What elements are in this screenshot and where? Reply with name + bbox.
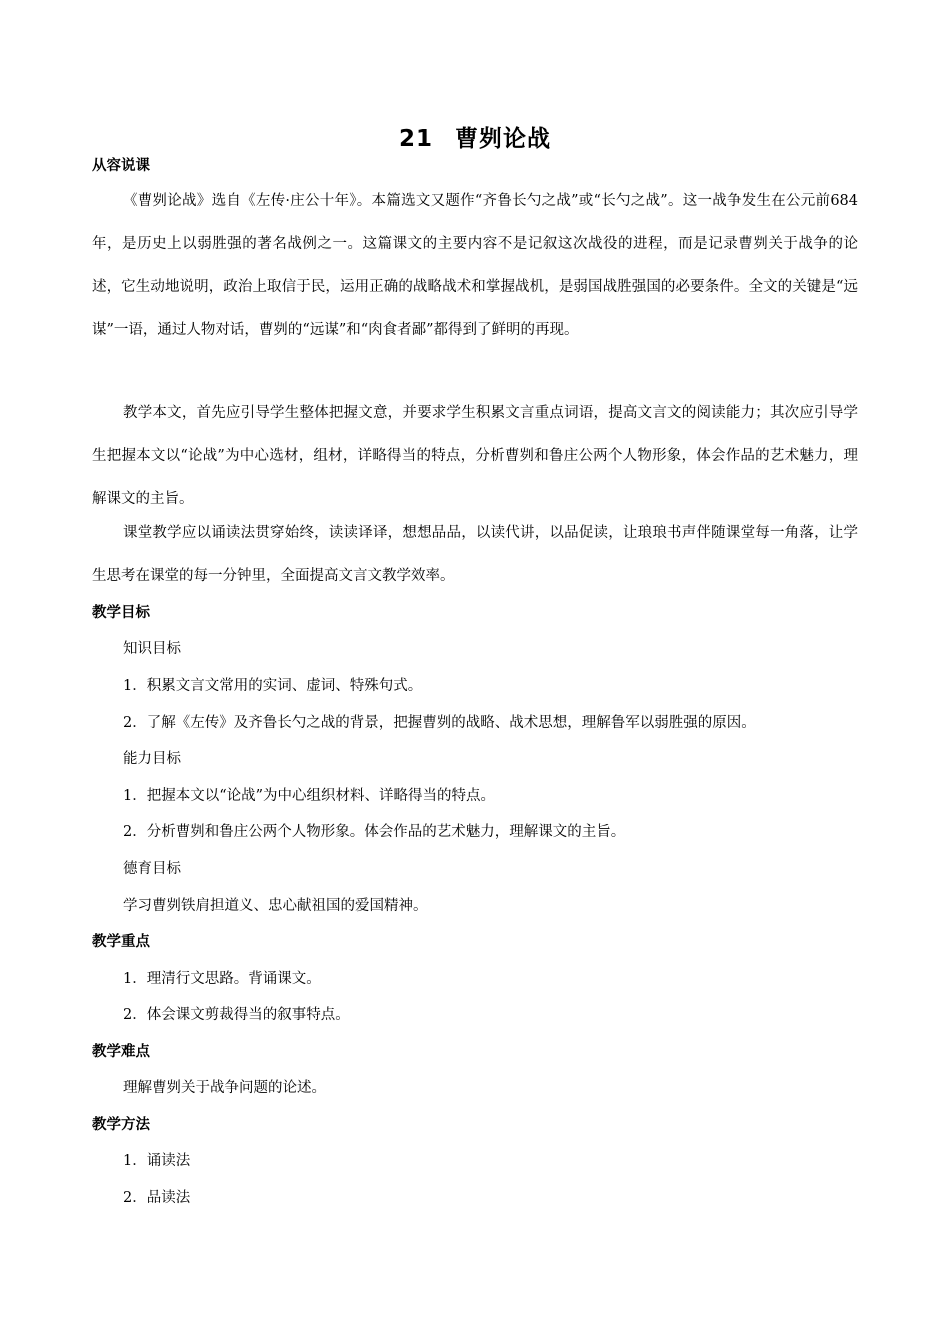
section-heading-key-points: 教学重点 bbox=[92, 934, 150, 950]
key-point-item-2: 2．体会课文剪裁得当的叙事特点。 bbox=[123, 1007, 350, 1023]
section-heading-difficulties: 教学难点 bbox=[92, 1044, 150, 1060]
goal-ability-item-2: 2．分析曹刿和鲁庄公两个人物形象。体会作品的艺术魅力，理解课文的主旨。 bbox=[123, 824, 626, 840]
goal-label-ability: 能力目标 bbox=[123, 751, 181, 767]
page-title bbox=[0, 123, 950, 155]
goal-knowledge-item-2: 2．了解《左传》及齐鲁长勺之战的背景，把握曹刿的战略、战术思想，理解鲁军以弱胜强的原因。 bbox=[123, 715, 756, 731]
method-item-1: 1．诵读法 bbox=[123, 1153, 191, 1169]
goal-ability-item-1: 1．把握本文以“论战”为中心组织材料、详略得当的特点。 bbox=[123, 788, 496, 804]
goal-label-knowledge: 知识目标 bbox=[123, 641, 181, 657]
goal-label-moral: 德育目标 bbox=[123, 861, 181, 877]
method-item-2: 2．品读法 bbox=[123, 1190, 191, 1206]
intro-paragraph-3: 课堂教学应以诵读法贯穿始终，读读译译，想想品品，以读代讲，以品促读，让琅琅书声伴随课堂每一角落，让学生思考在课堂的每一分钟里，全面提高文言文教学效率。 bbox=[92, 525, 858, 584]
goal-moral-item-1: 学习曹刿铁肩担道义、忠心献祖国的爱国精神。 bbox=[123, 898, 428, 914]
key-point-item-1: 1．理清行文思路。背诵课文。 bbox=[123, 971, 321, 987]
goal-knowledge-item-1: 1．积累文言文常用的实词、虚词、特殊句式。 bbox=[123, 678, 423, 694]
intro-paragraph-2: 教学本文，首先应引导学生整体把握文意，并要求学生积累文言重点词语，提高文言文的阅读能力；其次应引导学生把握本文以“论战”为中心选材，组材，详略得当的特点，分析曹刿和鲁庄公两个人物形象，体会作品的艺术魅力，理解课文的主旨。 bbox=[92, 405, 858, 507]
section-heading-methods: 教学方法 bbox=[92, 1117, 150, 1133]
difficulty-item-1: 理解曹刿关于战争问题的论述。 bbox=[123, 1080, 326, 1096]
intro-paragraph-1: 《曹刿论战》选自《左传·庄公十年》。本篇选文又题作“齐鲁长勺之战”或“长勺之战”。这一战争发生在公元前684年，是历史上以弱胜强的著名战例之一。这篇课文的主要内容不是记叙这次战役的进程，而是记录曹刿关于战争的论述，它生动地说明，政治上取信于民，运用正确的战略战术和掌握战机，是弱国战胜强国的必要条件。全文的关键是“远谋”一语，通过人物对话，曹刿的“远谋”和“肉食者鄙”都得到了鲜明的再现。 bbox=[92, 193, 858, 338]
lesson-number: 21 bbox=[398, 126, 433, 152]
section-heading-intro: 从容说课 bbox=[92, 158, 150, 174]
lesson-title: 曹刿论战 bbox=[455, 126, 551, 152]
section-heading-goals: 教学目标 bbox=[92, 605, 150, 621]
